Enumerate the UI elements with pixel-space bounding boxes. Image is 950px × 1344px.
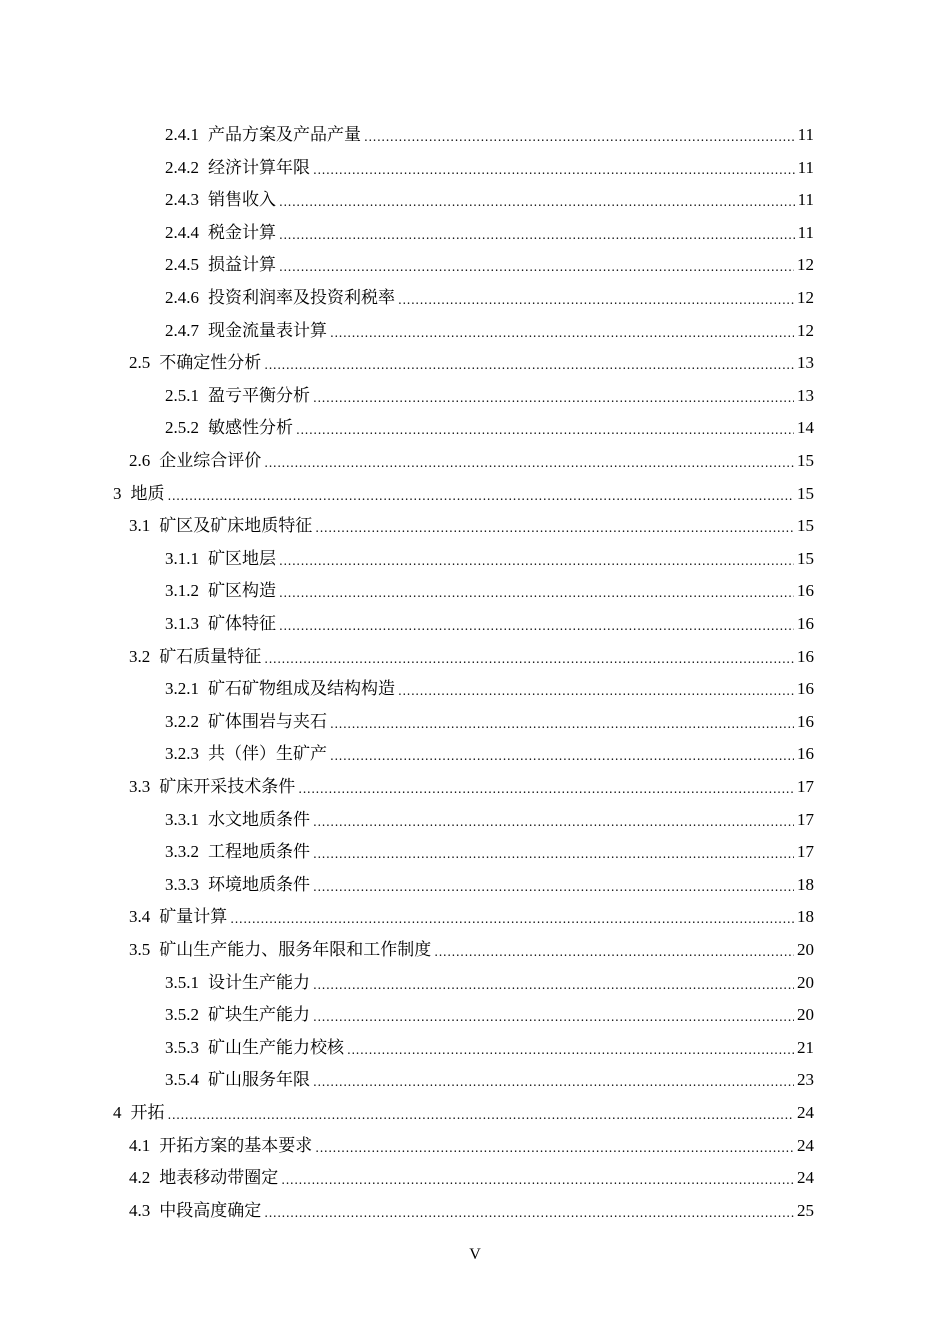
toc-dot-leader: [298, 783, 794, 795]
toc-entry-number: 3.1.2: [165, 581, 199, 601]
toc-entry[interactable]: [165, 706, 814, 738]
toc-entry-title: 矿块生产能力: [208, 1005, 310, 1026]
toc-entry-number: 3.2.3: [165, 744, 199, 764]
toc-entry-title: 开拓: [130, 1103, 165, 1123]
toc-dot-leader: [313, 1076, 794, 1088]
toc-entry-number: 2.4.1: [165, 125, 199, 144]
toc-dot-leader: [398, 685, 794, 697]
toc-entry-page: 20: [797, 1005, 814, 1025]
toc-entry-page: 18: [797, 874, 814, 894]
toc-entry-number: 4: [113, 1103, 122, 1122]
toc-entry[interactable]: [165, 217, 814, 249]
toc-entry[interactable]: [165, 575, 814, 607]
toc-entry-page: 17: [797, 842, 814, 862]
toc-entry[interactable]: [165, 836, 814, 868]
toc-entry-page: 14: [797, 418, 814, 438]
toc-entry-number: 2.4.7: [165, 320, 199, 340]
toc-dot-leader: [330, 327, 794, 339]
toc-entry-title: 现金流量表计算: [208, 320, 327, 341]
toc-entry-title: 环境地质条件: [208, 874, 310, 895]
toc-entry-number: 2.4.5: [165, 255, 199, 275]
toc-dot-leader: [313, 1011, 794, 1023]
toc-entry-title: 地表移动带圈定: [159, 1168, 279, 1189]
toc-entry-number: 3.1.1: [165, 548, 199, 568]
toc-entry-title: 销售收入: [208, 190, 276, 211]
toc-entry-number: 3: [113, 483, 122, 503]
toc-entry-title: 矿山生产能力、服务年限和工作制度: [159, 940, 432, 960]
toc-entry-number: 3.1: [129, 516, 151, 536]
toc-entry-number: 2.6: [129, 451, 151, 470]
toc-entry-title: 矿区构造: [208, 581, 276, 602]
toc-entry-page: 18: [797, 907, 814, 927]
toc-dot-leader: [264, 1207, 794, 1219]
toc-entry[interactable]: [129, 1195, 814, 1227]
toc-entry-page: 16: [797, 614, 814, 633]
toc-entry-number: 3.3.1: [165, 809, 199, 829]
toc-entry-page: 24: [797, 1135, 814, 1155]
toc-entry-title: 水文地质条件: [208, 809, 310, 830]
toc-entry-title: 不确定性分析: [159, 353, 262, 374]
toc-entry-page: 13: [797, 353, 814, 373]
toc-entry-number: 4.3: [129, 1200, 151, 1220]
toc-entry-page: 20: [797, 940, 814, 959]
toc-entry-page: 16: [797, 744, 814, 764]
toc-entry[interactable]: [129, 445, 814, 477]
toc-entry[interactable]: [165, 184, 814, 216]
toc-entry-page: 16: [797, 679, 814, 699]
toc-entry-title: 矿区地层: [208, 548, 276, 569]
toc-entry-number: 2.4.6: [165, 288, 199, 307]
toc-entry-title: 敏感性分析: [208, 418, 293, 439]
toc-dot-leader: [279, 620, 794, 632]
toc-dot-leader: [313, 881, 794, 893]
toc-entry[interactable]: [113, 478, 814, 510]
toc-dot-leader: [398, 294, 794, 306]
toc-entry-number: 3.2.2: [165, 711, 199, 731]
toc-entry-number: 2.4.4: [165, 222, 199, 242]
toc-entry[interactable]: [129, 901, 814, 933]
toc-dot-leader: [279, 229, 795, 241]
toc-entry[interactable]: [165, 249, 814, 281]
toc-entry-number: 3.1.3: [165, 614, 199, 633]
toc-entry-number: 3.5.2: [165, 1005, 199, 1025]
toc-entry-page: 13: [797, 385, 814, 405]
toc-entry-title: 盈亏平衡分析: [208, 385, 310, 406]
toc-entry-page: 17: [797, 809, 814, 829]
toc-entry-page: 15: [797, 483, 814, 503]
toc-entry[interactable]: [165, 119, 814, 151]
toc-entry[interactable]: [165, 315, 814, 347]
toc-dot-leader: [347, 1044, 794, 1056]
toc-entry-title: 开拓方案的基本要求: [159, 1135, 313, 1156]
toc-entry-number: 3.5.3: [165, 1037, 199, 1057]
toc-entry[interactable]: [165, 869, 814, 901]
toc-entry-number: 3.5.4: [165, 1070, 199, 1090]
toc-dot-leader: [279, 555, 794, 567]
toc-entry-title: 产品方案及产品产量: [208, 125, 361, 145]
toc-entry-title: 矿石质量特征: [159, 646, 262, 667]
toc-entry-page: 20: [797, 972, 814, 992]
toc-entry[interactable]: [165, 152, 814, 184]
toc-entry[interactable]: [165, 804, 814, 836]
toc-entry-page: 16: [797, 581, 814, 601]
toc-entry[interactable]: [165, 673, 814, 705]
toc-entry-title: 投资利润率及投资利税率: [208, 288, 395, 308]
toc-entry[interactable]: [165, 412, 814, 444]
toc-entry[interactable]: [165, 967, 814, 999]
toc-entry[interactable]: [129, 347, 814, 379]
toc-dot-leader: [168, 490, 795, 502]
toc-entry[interactable]: [165, 543, 814, 575]
toc-dot-leader: [296, 424, 794, 436]
toc-entry-title: 矿床开采技术条件: [159, 777, 296, 797]
toc-dot-leader: [264, 653, 794, 665]
toc-entry-title: 矿山生产能力校核: [208, 1037, 344, 1058]
toc-entry-title: 矿体特征: [208, 614, 276, 634]
toc-dot-leader: [313, 816, 794, 828]
toc-entry-title: 矿石矿物组成及结构构造: [208, 679, 395, 700]
toc-entry[interactable]: [129, 771, 814, 803]
toc-entry-page: 16: [797, 711, 814, 731]
toc-entry-page: 23: [797, 1070, 814, 1090]
toc-entry[interactable]: [165, 999, 814, 1031]
toc-entry-number: 2.5: [129, 353, 151, 373]
toc-entry-title: 矿区及矿床地质特征: [159, 516, 313, 537]
toc-entry-page: 24: [797, 1168, 814, 1188]
toc-entry-page: 25: [797, 1200, 814, 1220]
toc-entry-title: 矿山服务年限: [208, 1070, 310, 1091]
toc-entry-title: 矿体围岩与夹石: [208, 711, 327, 732]
toc-entry-number: 2.4.2: [165, 157, 199, 177]
toc-entry-number: 2.5.1: [165, 385, 199, 405]
toc-entry-title: 损益计算: [208, 255, 276, 276]
toc-entry[interactable]: [129, 934, 814, 966]
toc-dot-leader: [313, 848, 794, 860]
toc-entry-page: 11: [797, 157, 814, 177]
toc-entry-page: 12: [797, 320, 814, 340]
toc-dot-leader: [279, 196, 795, 208]
toc-entry-number: 3.5.1: [165, 972, 199, 992]
toc-entry-page: 11: [797, 222, 814, 242]
toc-entry-number: 3.5: [129, 940, 151, 959]
toc-entry-number: 3.3: [129, 777, 151, 796]
toc-entry[interactable]: [165, 1032, 814, 1064]
toc-dot-leader: [279, 587, 794, 599]
toc-dot-leader: [313, 392, 794, 404]
toc-dot-leader: [330, 750, 794, 762]
toc-entry-page: 24: [797, 1103, 814, 1122]
toc-entry[interactable]: [129, 641, 814, 673]
toc-entry[interactable]: [113, 1097, 814, 1129]
toc-dot-leader: [315, 522, 794, 534]
toc-dot-leader: [264, 359, 794, 371]
toc-entry-page: 12: [797, 288, 814, 307]
toc-entry-title: 税金计算: [208, 222, 276, 243]
toc-entry-number: 4.1: [129, 1135, 151, 1155]
toc-dot-leader: [281, 1174, 794, 1186]
toc-entry-page: 15: [797, 548, 814, 568]
toc-entry-number: 3.3.2: [165, 842, 199, 862]
toc-entry-title: 共（伴）生矿产: [208, 744, 327, 765]
toc-entry-page: 11: [797, 125, 814, 144]
toc-entry[interactable]: [165, 608, 814, 640]
toc-dot-leader: [434, 946, 794, 958]
toc-dot-leader: [279, 261, 794, 273]
toc-dot-leader: [315, 1142, 794, 1154]
toc-dot-leader: [230, 913, 794, 925]
toc-dot-leader: [313, 979, 794, 991]
toc-entry-number: 3.4: [129, 907, 151, 927]
toc-dot-leader: [330, 718, 794, 730]
toc-entry-page: 21: [797, 1037, 814, 1057]
toc-entry-number: 2.4.3: [165, 190, 199, 210]
toc-entry[interactable]: [129, 1162, 814, 1194]
toc-entry-page: 11: [797, 190, 814, 210]
toc-dot-leader: [364, 131, 795, 143]
toc-entry-page: 16: [797, 646, 814, 666]
toc-entry-title: 矿量计算: [159, 907, 228, 928]
toc-entry[interactable]: [165, 380, 814, 412]
toc-entry[interactable]: [165, 738, 814, 770]
toc-entry-title: 中段高度确定: [159, 1200, 262, 1221]
toc-entry-number: 3.3.3: [165, 874, 199, 894]
toc-entry[interactable]: [129, 1130, 814, 1162]
toc-entry-number: 2.5.2: [165, 418, 199, 438]
toc-entry[interactable]: [165, 1064, 814, 1096]
toc-entry-title: 企业综合评价: [159, 451, 262, 471]
toc-entry-number: 3.2.1: [165, 679, 199, 699]
toc-entry-title: 地质: [130, 483, 165, 504]
toc-entry-number: 3.2: [129, 646, 151, 666]
toc-entry-title: 经济计算年限: [208, 157, 310, 178]
toc-dot-leader: [313, 164, 795, 176]
toc-entry[interactable]: [165, 282, 814, 314]
toc-entry-title: 设计生产能力: [208, 972, 310, 993]
toc-entry-page: 15: [797, 451, 814, 470]
toc-entry-page: 15: [797, 516, 814, 536]
toc-entry[interactable]: [129, 510, 814, 542]
toc-entry-number: 4.2: [129, 1168, 151, 1188]
toc-entry-page: 17: [797, 777, 814, 796]
toc-dot-leader: [264, 457, 794, 469]
toc-dot-leader: [168, 1109, 795, 1121]
toc-entry-title: 工程地质条件: [208, 842, 310, 863]
page-number: V: [469, 1246, 481, 1263]
toc-entry-page: 12: [797, 255, 814, 275]
